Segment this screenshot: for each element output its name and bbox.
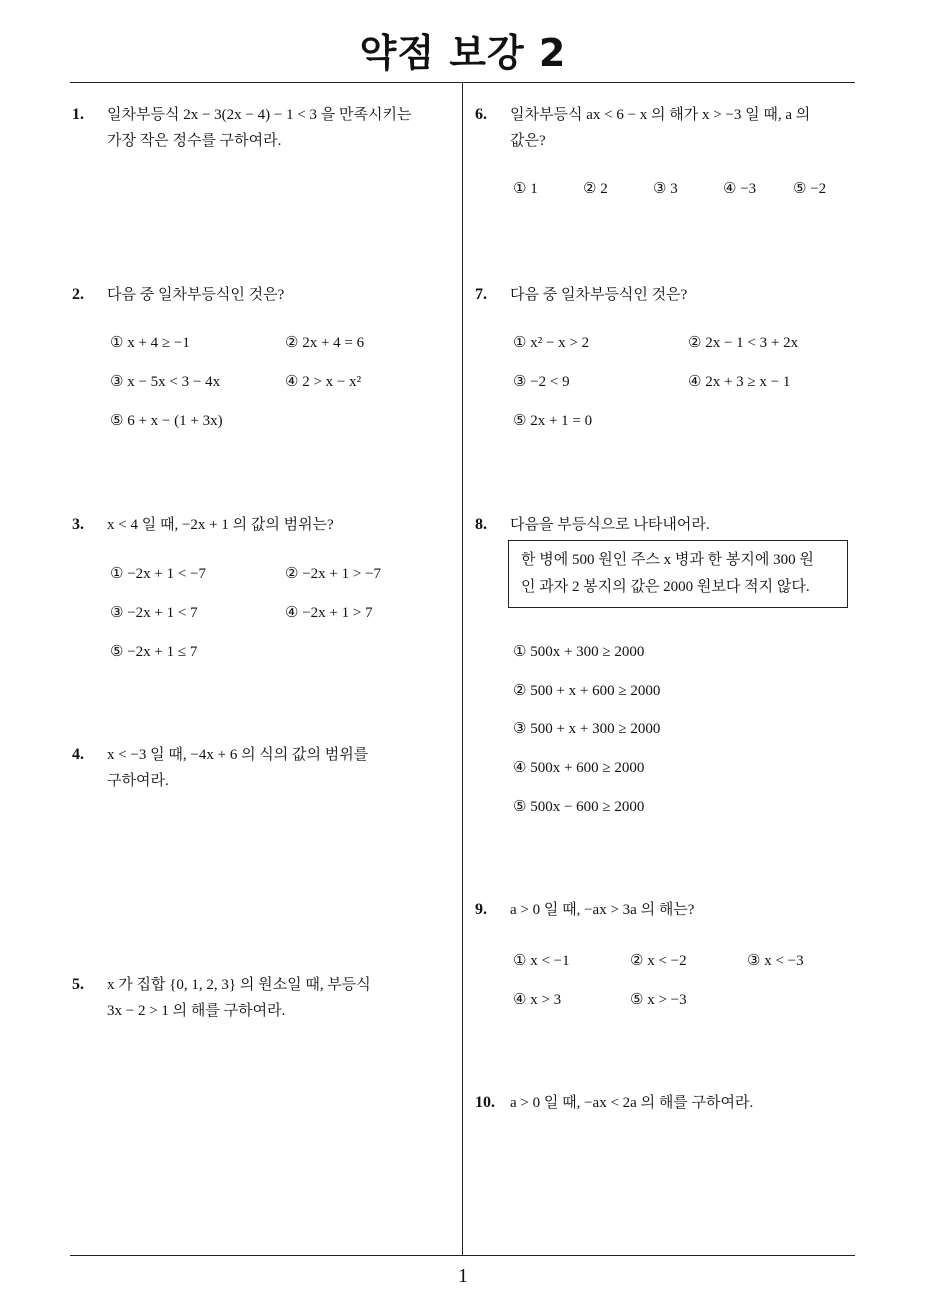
- question-stem: [107, 512, 334, 538]
- box-line: 인 과자 2 봉지의 값은 2000 원보다 적지 않다.: [521, 579, 810, 595]
- question-stem: [510, 897, 694, 923]
- question-stem: [107, 282, 284, 308]
- question-stem: [107, 742, 368, 794]
- question-stem: [510, 282, 687, 308]
- choice-option[interactable]: ⑤ −2x + 1 ≤ 7: [110, 644, 198, 660]
- choice-option[interactable]: ⑤ x > −3: [630, 992, 687, 1008]
- choice-option[interactable]: ① x² − x > 2: [513, 335, 590, 351]
- question-stem: [107, 972, 371, 1024]
- choice-option[interactable]: ⑤ 500x − 600 ≥ 2000: [513, 799, 645, 815]
- stem-line: 다음 중 일차부등식인 것은?: [510, 287, 688, 303]
- box-line: 한 병에 500 원인 주스 x 병과 한 봉지에 300 원: [521, 552, 814, 568]
- choice-option[interactable]: ⑤ −2: [793, 181, 827, 197]
- choice-option[interactable]: ⑤ 6 + x − (1 + 3x): [110, 413, 223, 429]
- question-stem: [510, 1090, 753, 1116]
- stem-line: x 가 집합 {0, 1, 2, 3} 의 원소일 때, 부등식: [107, 977, 371, 993]
- question-number: 2.: [72, 286, 84, 303]
- stem-line: 일차부등식 2x − 3(2x − 4) − 1 < 3 을 만족시키는: [107, 107, 412, 123]
- stem-line: 3x − 2 > 1 의 해를 구하여라.: [107, 1003, 286, 1019]
- problem-box: [508, 540, 848, 608]
- question-stem: [107, 102, 411, 154]
- question-number: 10.: [475, 1094, 495, 1111]
- page-number: 1: [458, 1265, 468, 1287]
- choice-option[interactable]: ③ 3: [653, 181, 678, 197]
- choice-option[interactable]: ① x + 4 ≥ −1: [110, 335, 190, 351]
- choice-option[interactable]: ③ 500 + x + 300 ≥ 2000: [513, 721, 661, 737]
- choice-option[interactable]: ③ x − 5x < 3 − 4x: [110, 374, 221, 390]
- choice-option[interactable]: ① 1: [513, 181, 538, 197]
- stem-line: x < 4 일 때, −2x + 1 의 값의 범위는?: [107, 517, 334, 533]
- choice-option[interactable]: ② 500 + x + 600 ≥ 2000: [513, 683, 661, 699]
- question-number: 5.: [72, 976, 84, 993]
- choice-option[interactable]: ④ −3: [723, 181, 757, 197]
- question-number: 4.: [72, 746, 84, 763]
- question-number: 8.: [475, 516, 487, 533]
- question-stem: [510, 102, 810, 154]
- choice-option[interactable]: ② x < −2: [630, 953, 687, 969]
- choice-option[interactable]: ③ x < −3: [747, 953, 804, 969]
- stem-line: a > 0 일 때, −ax > 3a 의 해는?: [510, 902, 695, 918]
- stem-line: 가장 작은 정수를 구하여라.: [107, 133, 282, 149]
- choice-option[interactable]: ① 500x + 300 ≥ 2000: [513, 644, 645, 660]
- stem-line: 구하여라.: [107, 773, 169, 789]
- question-number: 1.: [72, 106, 84, 123]
- choice-option[interactable]: ④ 500x + 600 ≥ 2000: [513, 760, 645, 776]
- choice-option[interactable]: ① −2x + 1 < −7: [110, 566, 207, 582]
- choice-option[interactable]: ② 2x − 1 < 3 + 2x: [688, 335, 799, 351]
- choice-option[interactable]: ④ 2x + 3 ≥ x − 1: [688, 374, 791, 390]
- page-title: 약점 보강 2: [359, 31, 567, 75]
- choice-option[interactable]: ① x < −1: [513, 953, 570, 969]
- question-number: 7.: [475, 286, 487, 303]
- question-number: 6.: [475, 106, 487, 123]
- stem-line: 일차부등식 ax < 6 − x 의 해가 x > −3 일 때, a 의: [510, 107, 811, 123]
- choice-option[interactable]: ④ 2 > x − x²: [285, 374, 362, 390]
- stem-line: 값은?: [510, 133, 546, 149]
- choice-option[interactable]: ② 2: [583, 181, 608, 197]
- choice-option[interactable]: ④ x > 3: [513, 992, 562, 1008]
- choice-option[interactable]: ⑤ 2x + 1 = 0: [513, 413, 593, 429]
- stem-line: 다음 중 일차부등식인 것은?: [107, 287, 285, 303]
- choice-option[interactable]: ④ −2x + 1 > 7: [285, 605, 373, 621]
- choice-option[interactable]: ② −2x + 1 > −7: [285, 566, 382, 582]
- question-number: 9.: [475, 901, 487, 918]
- question-number: 3.: [72, 516, 84, 533]
- question-stem: [510, 512, 710, 538]
- stem-line: a > 0 일 때, −ax < 2a 의 해를 구하여라.: [510, 1095, 754, 1111]
- choice-option[interactable]: ② 2x + 4 = 6: [285, 335, 365, 351]
- column-divider: [462, 83, 463, 1256]
- choice-option[interactable]: ③ −2x + 1 < 7: [110, 605, 198, 621]
- stem-line: 다음을 부등식으로 나타내어라.: [510, 517, 710, 533]
- bottom-rule: [70, 1255, 855, 1256]
- choice-option[interactable]: ③ −2 < 9: [513, 374, 570, 390]
- stem-line: x < −3 일 때, −4x + 6 의 식의 값의 범위를: [107, 747, 369, 763]
